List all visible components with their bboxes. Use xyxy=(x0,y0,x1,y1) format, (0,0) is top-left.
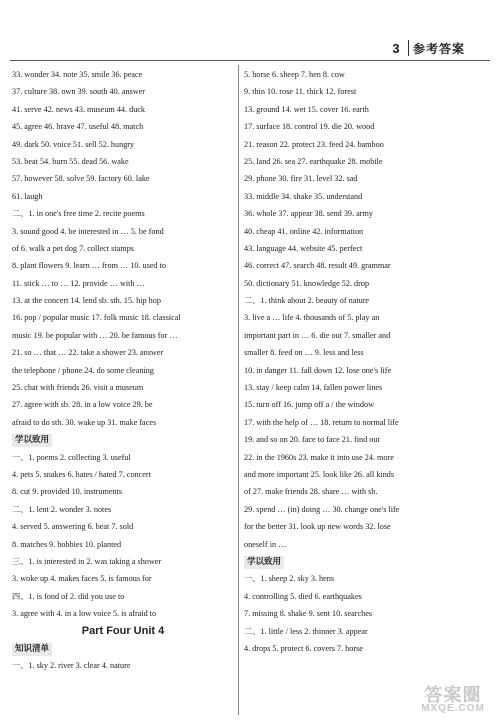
header-rule xyxy=(10,60,490,61)
left-column xyxy=(12,66,234,675)
answer-line: 43. language 44. website 45. perfect xyxy=(244,243,363,253)
answer-line: 61. laugh xyxy=(12,191,43,201)
answer-line: of 27. make friends 28. share … with sb. xyxy=(244,487,378,497)
answer-line: 13. ground 14. wet 15. cover 16. earth xyxy=(244,104,369,114)
answer-line: for the better 31. look up new words 32. lose xyxy=(244,522,391,532)
answer-line: 4. served 5. answering 6. beat 7. sold xyxy=(12,522,134,532)
answer-line: 3. agree with 4. in a low voice 5. is afraid to xyxy=(12,609,157,619)
answer-line: 21. so … that … 22. take a shower 23. answer xyxy=(12,348,164,358)
answer-line: oneself in … xyxy=(244,539,287,549)
answer-line: 49. dark 50. voice 51. sell 52. hungry xyxy=(12,139,135,149)
answer-line: 50. dictionary 51. knowledge 52. drop xyxy=(244,278,370,288)
right-column xyxy=(244,66,488,657)
answer-line: 17. surface 18. control 19. die 20. wood xyxy=(244,122,375,132)
watermark-bottom-text: MXQE.COM xyxy=(421,703,485,714)
header-divider xyxy=(408,40,409,56)
answer-line: 15. turn off 16. jump off a / the window xyxy=(244,400,375,410)
answer-line: 二、1. lent 2. wonder 3. notes xyxy=(12,504,112,514)
answer-line: 25. chat with friends 26. visit a museum xyxy=(12,383,144,393)
answer-line: 40. cheap 41. online 42. information xyxy=(244,226,364,236)
answer-line: afraid to do sth. 30. wake up 31. make faces xyxy=(12,417,157,427)
answer-line: 5. horse 6. sheep 7. hen 8. cow xyxy=(244,70,345,79)
answer-line: 一、1. sheep 2. sky 3. hens xyxy=(244,574,335,584)
answer-line: 二、1. think about 2. beauty of nature xyxy=(244,296,370,306)
answer-line: 37. culture 38. own 39. south 40. answer xyxy=(12,87,146,97)
answer-line: 19. and so on 20. face to face 21. find out xyxy=(244,435,380,445)
answer-line: 17. with the help of … 18. return to normal life xyxy=(244,417,399,427)
section-heading: 知识清单 xyxy=(12,643,52,656)
answer-line: of 6. walk a pet dog 7. collect stamps xyxy=(12,243,134,253)
page-number: 3 xyxy=(392,40,400,56)
answer-line: 13. stay / keep calm 14. fallen power lines xyxy=(244,383,383,393)
answer-line: 41. serve 42. news 43. museum 44. duck xyxy=(12,104,146,114)
section-heading: 学以致用 xyxy=(244,556,284,569)
answer-line: smaller 8. feed on … 9. less and less xyxy=(244,348,364,358)
answer-line: 13. at the concert 14. lend sb. sth. 15. hip hop xyxy=(12,296,161,306)
answer-line xyxy=(12,640,234,657)
answer-line: 53. beat 54. burn 55. dead 56. wake xyxy=(12,156,129,166)
answer-line: 36. whole 37. appear 38. send 39. army xyxy=(244,209,373,219)
answer-line: 二、1. little / less 2. thinner 3. appear xyxy=(244,626,368,636)
answer-line: 一、1. sky 2. river 3. clear 4. nature xyxy=(12,661,131,671)
watermark-top-text: 答案圈 xyxy=(424,685,482,705)
answer-line: 4. controlling 5. died 6. earthquakes xyxy=(244,591,362,601)
answer-line: 29. phone 30. fire 31. level 32. sad xyxy=(244,174,358,184)
unit-heading: Part Four Unit 4 xyxy=(81,624,165,637)
answer-line: 一、1. poems 2. collecting 3. useful xyxy=(12,452,131,462)
answer-line: 四、1. is fond of 2. did you use to xyxy=(12,591,125,601)
column-divider xyxy=(238,65,239,715)
answer-line xyxy=(244,553,488,570)
section-heading: 学以致用 xyxy=(12,434,52,447)
page-header xyxy=(388,38,486,58)
answer-line: 8. cut 9. provided 10. instruments xyxy=(12,487,123,497)
answer-line: music 19. be popular with … 20. be famous for … xyxy=(12,330,178,340)
answer-line: 8. matches 9. hobbies 10. planted xyxy=(12,539,122,549)
answer-line: 10. in danger 11. fall down 12. lose one's life xyxy=(244,365,392,375)
answer-line: 27. agree with sb. 28. in a low voice 29. be xyxy=(12,400,153,410)
answer-line: 57. however 58. solve 59. factory 60. lake xyxy=(12,174,150,184)
answer-line: 8. plant flowers 9. learn … from … 10. used to xyxy=(12,261,166,271)
answer-line: 33. wonder 34. note 35. smile 36. peace xyxy=(12,70,143,79)
answer-line: 3. live a … life 4. thousands of 5. play an xyxy=(244,313,380,323)
answer-line: 46. correct 47. search 48. result 49. grammar xyxy=(244,261,391,271)
answer-line: 33. middle 34. shake 35. understand xyxy=(244,191,363,201)
answer-line: the telephone / phone 24. do some cleaning xyxy=(12,365,154,375)
answer-line: 21. reason 22. protect 23. feed 24. bamboo xyxy=(244,139,384,149)
answer-line: 3. woke up 4. makes faces 5. is famous for xyxy=(12,574,152,584)
answer-line: 7. missing 8. shake 9. sent 10. searches xyxy=(244,609,373,619)
answer-line: 9. thin 10. rose 11. thick 12. forest xyxy=(244,87,357,97)
answer-line: 22. in the 1960s 23. make it into use 24. more xyxy=(244,452,394,462)
answer-line: and more important 25. look like 26. all kinds xyxy=(244,469,395,479)
answer-line: 4. pets 5. snakes 6. hates / hated 7. concert xyxy=(12,469,151,479)
watermark-logo xyxy=(412,686,494,716)
answer-line: 三、1. is interested in 2. was taking a shower xyxy=(12,556,162,566)
answer-line: 16. pop / popular music 17. folk music 18. classical xyxy=(12,313,181,323)
answer-line: 11. stick … to … 12. provide … with … xyxy=(12,278,145,288)
answer-line: 3. sound good 4. be interested in … 5. be fond xyxy=(12,226,164,236)
answer-line: 二、1. in one's free time 2. recite poems xyxy=(12,209,145,219)
answer-line: 4. drops 5. protect 6. covers 7. horse xyxy=(244,643,363,653)
answer-line: 29. spend … (in) doing … 30. change one's life xyxy=(244,504,400,514)
answer-line xyxy=(12,431,234,448)
answer-line: 45. agree 46. brave 47. useful 48. match xyxy=(12,122,144,132)
answer-line: important part in … 6. die out 7. smaller and xyxy=(244,330,391,340)
header-title: 参考答案 xyxy=(413,41,466,56)
answer-line: 25. land 26. sea 27. earthquake 28. mobile xyxy=(244,156,383,166)
